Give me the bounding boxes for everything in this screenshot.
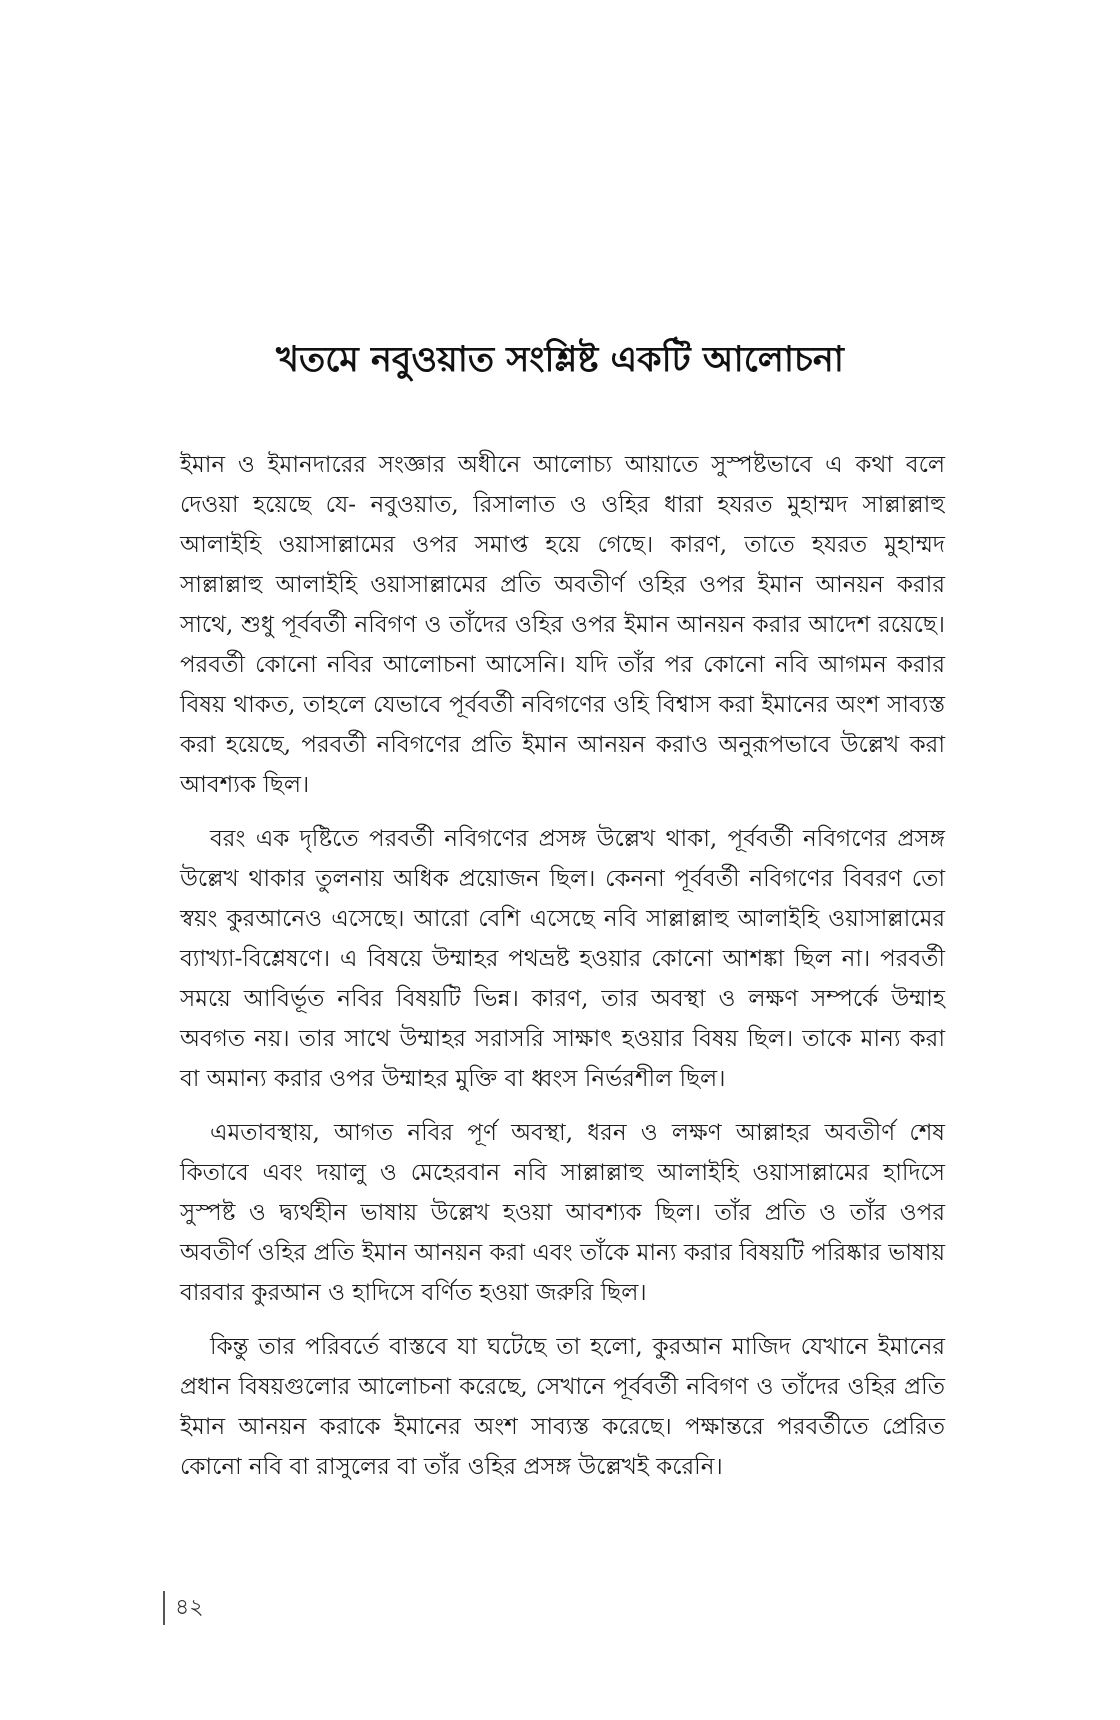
page-footer — [163, 1590, 204, 1626]
paragraph-4: কিন্তু তার পরিবর্তে বাস্তবে যা ঘটেছে তা হলো, কুরআন মাজিদ যেখানে ইমানের প্রধান বিষয়গুলোর আলোচনা করেছে, সেখানে পূর্ববর্তী নবিগণ ও তাঁদের ওহির প্রতি ইমান আনয়ন করাকে ইমানের অংশ সাব্যস্ত করেছে। পক্ষান্তরে পরবর্তীতে প্রেরিত কোনো নবি বা রাসুলের বা তাঁর ওহির প্রসঙ্গ উল্লেখই করেনি। — [180, 1334, 945, 1480]
footer-divider — [163, 1591, 165, 1625]
page-number: ৪২ — [175, 1594, 204, 1620]
body-text — [180, 445, 945, 1501]
paragraph-1: ইমান ও ইমানদারের সংজ্ঞার অধীনে আলোচ্য আয়াতে সুস্পষ্টভাবে এ কথা বলে দেওয়া হয়েছে যে- নবুওয়াত, রিসালাত ও ওহির ধারা হযরত মুহাম্মদ সাল্লাল্লাহু আলাইহি ওয়াসাল্লামের ওপর সমাপ্ত হয়ে গেছে। কারণ, তাতে হযরত মুহাম্মদ সাল্লাল্লাহু আলাইহি ওয়াসাল্লামের প্রতি অবতীর্ণ ওহির ওপর ইমান আনয়ন করার সাথে, শুধু পূর্ববর্তী নবিগণ ও তাঁদের ওহির ওপর ইমান আনয়ন করার আদেশ রয়েছে। পরবর্তী কোনো নবির আলোচনা আসেনি। যদি তাঁর পর কোনো নবি আগমন করার বিষয় থাকত, তাহলে যেভাবে পূর্ববর্তী নবিগণের ওহি বিশ্বাস করা ইমানের অংশ সাব্যস্ত করা হয়েছে, পরবর্তী নবিগণের প্রতি ইমান আনয়ন করাও অনুরূপভাবে উল্লেখ করা আবশ্যক ছিল। — [180, 452, 945, 798]
paragraph-3: এমতাবস্থায়, আগত নবির পূর্ণ অবস্থা, ধরন ও লক্ষণ আল্লাহর অবতীর্ণ শেষ কিতাবে এবং দয়ালু ও মেহেরবান নবি সাল্লাল্লাহু আলাইহি ওয়াসাল্লামের হাদিসে সুস্পষ্ট ও দ্ব্যর্থহীন ভাষায় উল্লেখ হওয়া আবশ্যক ছিল। তাঁর প্রতি ও তাঁর ওপর অবতীর্ণ ওহির প্রতি ইমান আনয়ন করা এবং তাঁকে মান্য করার বিষয়টি পরিষ্কার ভাষায় বারবার কুরআন ও হাদিসে বর্ণিত হওয়া জরুরি ছিল। — [180, 1120, 945, 1306]
chapter-title: খতমে নবুওয়াত সংশ্লিষ্ট একটি আলোচনা — [276, 340, 844, 380]
paragraph-2: বরং এক দৃষ্টিতে পরবর্তী নবিগণের প্রসঙ্গ উল্লেখ থাকা, পূর্ববর্তী নবিগণের প্রসঙ্গ উল্লেখ থাকার তুলনায় অধিক প্রয়োজন ছিল। কেননা পূর্ববর্তী নবিগণের বিবরণ তো স্বয়ং কুরআনেও এসেছে। আরো বেশি এসেছে নবি সাল্লাল্লাহু আলাইহি ওয়াসাল্লামের ব্যাখ্যা-বিশ্লেষণে। এ বিষয়ে উম্মাহর পথভ্রষ্ট হওয়ার কোনো আশঙ্কা ছিল না। পরবর্তী সময়ে আবির্ভূত নবির বিষয়টি ভিন্ন। কারণ, তার অবস্থা ও লক্ষণ সম্পর্কে উম্মাহ অবগত নয়। তার সাথে উম্মাহর সরাসরি সাক্ষাৎ হওয়ার বিষয় ছিল। তাকে মান্য করা বা অমান্য করার ওপর উম্মাহর মুক্তি বা ধ্বংস নির্ভরশীল ছিল। — [180, 826, 945, 1092]
